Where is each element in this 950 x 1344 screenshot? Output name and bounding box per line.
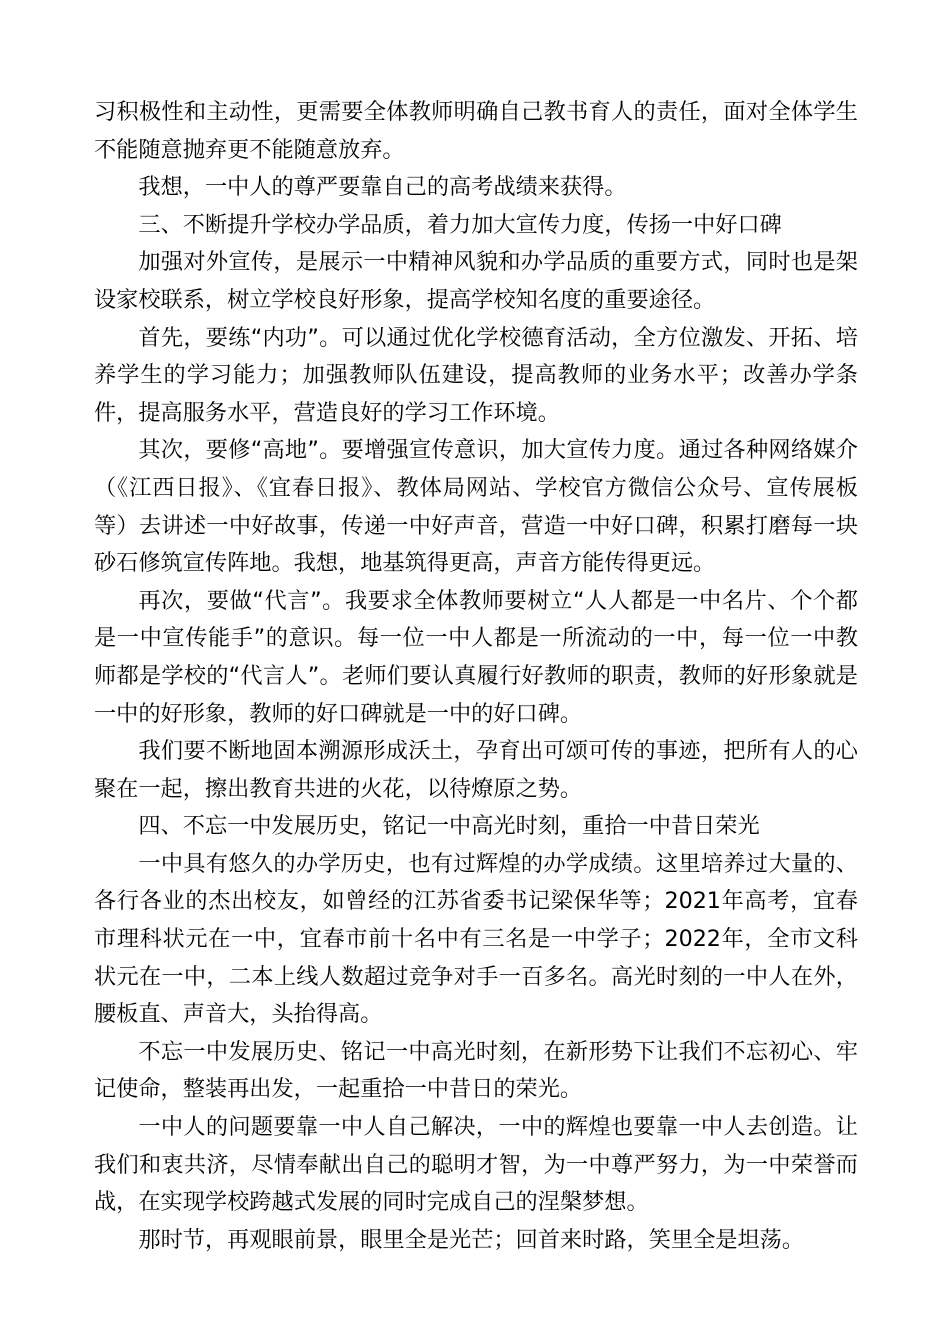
section-heading: 三、不断提升学校办学品质，着力加大宣传力度，传扬一中好口碑 [138,211,782,238]
paragraph: 首先，要练“内功”。可以通过优化学校德育活动，全方位激发、开拓、培养学生的学习能力；加强教师队伍建设，提高教师的业务水平；改善办学条件，提高服务水平，营造良好的学习工作环境。 [94,324,858,426]
paragraph: 一中具有悠久的办学历史，也有过辉煌的办学成绩。这里培养过大量的、各行各业的杰出校友，如曾经的江苏省委书记梁保华等；2021年高考，宜春市理科状元在一中，宜春市前十名中有三名是一中学子；2022年，全市文科状元在一中，二本上线人数超过竞争对手一百多名。高光时刻的一中人在外，腰板直、声音大，头抬得高。 [94,850,858,1028]
paragraph-continued: 习积极性和主动性，更需要全体教师明确自己教书育人的责任，面对全体学生不能随意抛弃更不能随意放弃。 [94,99,858,163]
paragraph: 再次，要做“代言”。我要求全体教师要树立“人人都是一中名片、个个都是一中宣传能手”的意识。每一位一中人都是一所流动的一中，每一位一中教师都是学校的“代言人”。老师们要认真履行好教师的职责，教师的好形象就是一中的好形象，教师的好口碑就是一中的好口碑。 [94,587,858,727]
paragraph: 其次，要修“高地”。要增强宣传意识，加大宣传力度。通过各种网络媒介（《江西日报》、《宜春日报》、教体局网站、学校官方微信公众号、宣传展板等）去讲述一中好故事，传递一中好声音，营造一中好口碑，积累打磨每一块砂石修筑宣传阵地。我想，地基筑得更高，声音方能传得更远。 [94,437,858,577]
document-body [94,94,858,1259]
paragraph: 我们要不断地固本溯源形成沃土，孕育出可颂可传的事迹，把所有人的心聚在一起，擦出教育共进的火花，以待燎原之势。 [94,738,858,802]
paragraph: 一中人的问题要靠一中人自己解决，一中的辉煌也要靠一中人去创造。让我们和衷共济，尽情奉献出自己的聪明才智，为一中尊严努力，为一中荣誉而战，在实现学校跨越式发展的同时完成自己的涅槃梦想。 [94,1114,858,1216]
paragraph: 加强对外宣传，是展示一中精神风貌和办学品质的重要方式，同时也是架设家校联系，树立学校良好形象，提高学校知名度的重要途径。 [94,249,858,313]
paragraph: 那时节，再观眼前景，眼里全是光芒；回首来时路，笑里全是坦荡。 [138,1226,805,1253]
paragraph: 不忘一中发展历史、铭记一中高光时刻，在新形势下让我们不忘初心、牢记使命，整装再出发，一起重拾一中昔日的荣光。 [94,1038,858,1103]
section-heading: 四、不忘一中发展历史，铭记一中高光时刻，重拾一中昔日荣光 [138,813,760,840]
paragraph: 我想，一中人的尊严要靠自己的高考战绩来获得。 [138,174,627,201]
